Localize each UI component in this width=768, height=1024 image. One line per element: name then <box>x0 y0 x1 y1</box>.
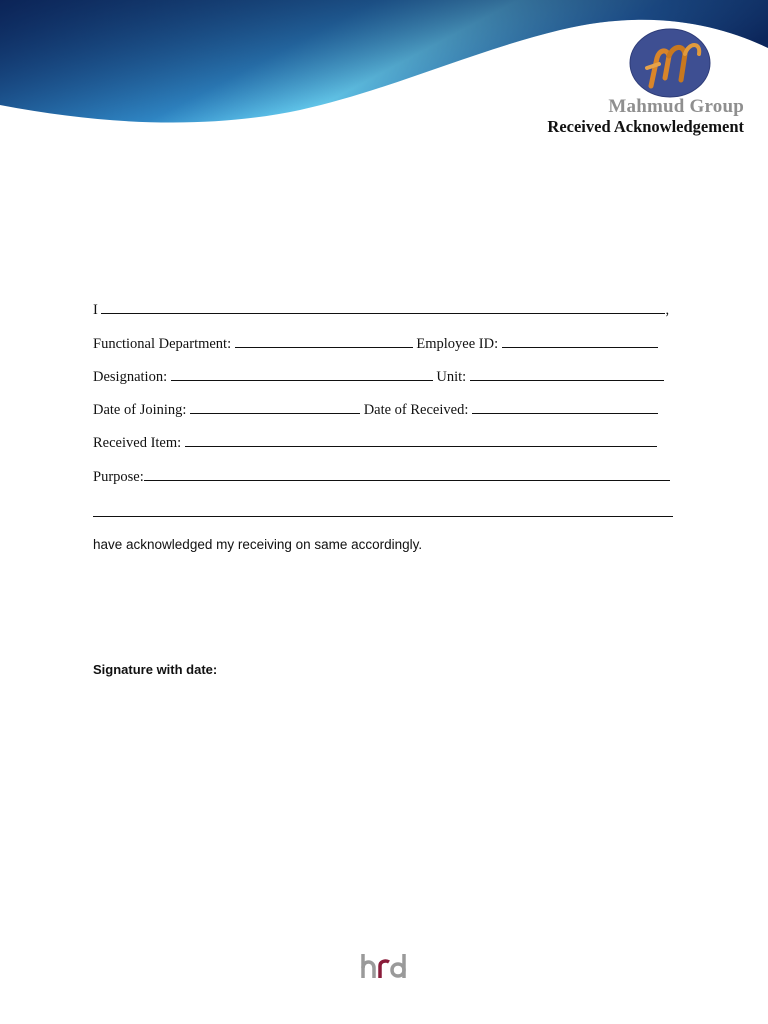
form-line-designation <box>93 367 664 386</box>
name-label: I <box>93 302 98 318</box>
purpose-field-continued[interactable] <box>93 503 673 517</box>
date-of-joining-label: Date of Joining: <box>93 402 187 418</box>
form-line-dates <box>93 400 658 419</box>
document-title: Received Acknowledgement <box>547 117 744 136</box>
signature-label: Signature with date: <box>93 662 218 677</box>
functional-department-label: Functional Department: <box>93 336 232 352</box>
designation-field[interactable] <box>171 367 433 381</box>
designation-label: Designation: <box>93 369 168 385</box>
acknowledgement-statement: have acknowledged my receiving on same accordingly. <box>93 537 423 552</box>
date-of-received-field[interactable] <box>472 400 658 414</box>
unit-field[interactable] <box>470 367 664 381</box>
name-suffix: , <box>665 302 670 318</box>
employee-id-field[interactable] <box>502 334 658 348</box>
form-line-received-item <box>93 433 657 452</box>
form-line-purpose <box>93 467 670 486</box>
date-of-received-label: Date of Received: <box>363 402 469 418</box>
received-item-field[interactable] <box>185 433 657 447</box>
form-line-name <box>93 300 669 319</box>
employee-id-label: Employee ID: <box>416 336 499 352</box>
form-line-purpose-continued <box>93 503 673 522</box>
mahmud-group-logo <box>629 28 711 98</box>
name-field[interactable] <box>101 300 665 314</box>
purpose-label: Purpose: <box>93 469 144 485</box>
date-of-joining-field[interactable] <box>190 400 360 414</box>
functional-department-field[interactable] <box>235 334 413 348</box>
form-line-department <box>93 334 658 353</box>
purpose-field[interactable] <box>144 467 670 481</box>
received-item-label: Received Item: <box>93 435 182 451</box>
unit-label: Unit: <box>436 369 467 385</box>
company-name: Mahmud Group <box>608 96 744 117</box>
footer-brand-logo <box>360 952 410 980</box>
